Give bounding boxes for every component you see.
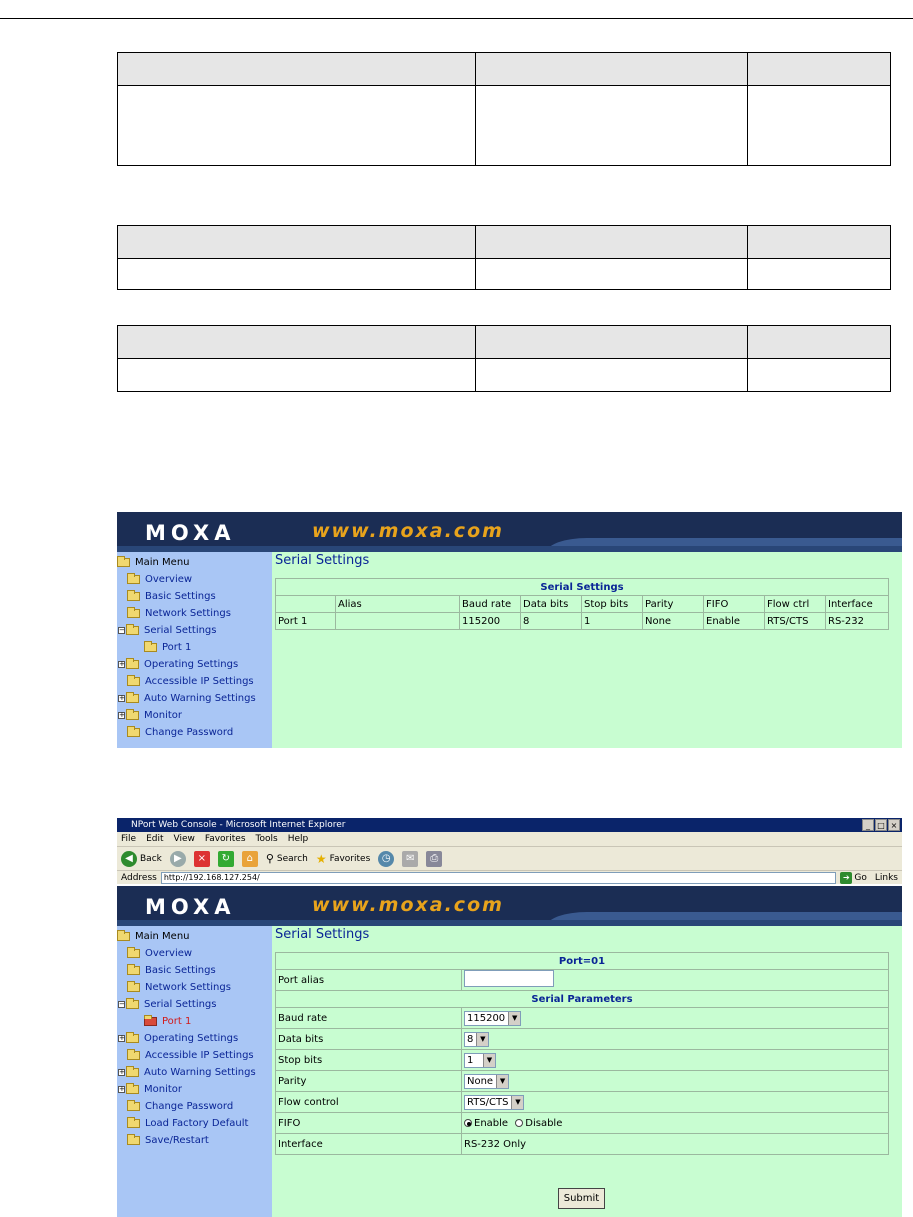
console-screen-1	[117, 512, 902, 748]
folder-icon	[127, 949, 140, 958]
moxa-url[interactable]: www.moxa.com	[312, 894, 504, 916]
folder-icon	[127, 728, 140, 737]
links-button[interactable]: Links	[874, 872, 898, 883]
history-icon[interactable]: ◷	[378, 851, 394, 867]
expand-icon[interactable]: +	[119, 694, 125, 702]
expand-icon[interactable]: +	[119, 1085, 125, 1093]
folder-icon	[126, 1085, 139, 1094]
interface-value: RS-232 Only	[462, 1134, 889, 1155]
data-bits-select[interactable]: 8 ▼	[464, 1032, 489, 1047]
port-alias-input[interactable]	[464, 970, 554, 987]
menu-file[interactable]: File	[121, 834, 137, 844]
content-pane	[272, 926, 902, 1217]
moxa-logo: MOXA	[145, 895, 236, 919]
go-button[interactable]: ➔ Go	[840, 872, 866, 884]
table-header-row: Alias Baud rate Data bits Stop bits Parity FIFO Flow ctrl Interface	[276, 596, 889, 613]
tree-item-basic-settings[interactable]: Basic Settings	[117, 588, 272, 605]
radio-checked-icon	[464, 1119, 472, 1127]
tree-item-monitor[interactable]: + Monitor	[119, 710, 183, 721]
close-icon[interactable]: ×	[888, 819, 900, 831]
folder-icon	[126, 694, 139, 703]
refresh-icon[interactable]: ↻	[218, 851, 234, 867]
open-folder-icon	[144, 1017, 157, 1026]
menu-tools[interactable]: Tools	[255, 834, 278, 844]
back-icon: ◀	[121, 851, 137, 867]
stop-icon[interactable]: ×	[194, 851, 210, 867]
window-titlebar[interactable]	[117, 818, 902, 832]
submit-button[interactable]: Submit	[558, 1188, 605, 1209]
tree-root[interactable]: Main Menu	[117, 554, 272, 571]
tree-item-save-restart[interactable]: Save/Restart	[117, 1132, 272, 1149]
tree-item-serial-settings[interactable]: − Serial Settings	[119, 625, 217, 636]
folder-icon	[127, 609, 140, 618]
folder-icon	[126, 711, 139, 720]
folder-icon	[127, 592, 140, 601]
flow-control-select[interactable]: RTS/CTS ▼	[464, 1095, 524, 1110]
parity-select[interactable]: None ▼	[464, 1074, 509, 1089]
tree-item-serial-settings[interactable]: − Serial Settings	[119, 999, 217, 1010]
content-pane	[272, 552, 902, 748]
moxa-logo: MOXA	[145, 521, 236, 545]
tree-item-network-settings[interactable]: Network Settings	[117, 979, 272, 996]
baud-rate-select[interactable]: 115200 ▼	[464, 1011, 521, 1026]
collapse-icon[interactable]: −	[119, 1000, 125, 1008]
folder-icon	[117, 558, 130, 567]
serial-settings-table	[275, 578, 889, 630]
tree-item-monitor[interactable]: + Monitor	[119, 1084, 183, 1095]
tree-item-load-factory-default[interactable]: Load Factory Default	[117, 1115, 272, 1132]
tree-item-overview[interactable]: Overview	[117, 571, 272, 588]
tree-item-change-password[interactable]: Change Password	[117, 724, 272, 741]
folder-icon	[126, 660, 139, 669]
folder-icon	[127, 1119, 140, 1128]
tree-item-overview[interactable]: Overview	[117, 945, 272, 962]
ie-window	[117, 818, 902, 884]
moxa-banner	[117, 512, 902, 552]
folder-icon	[127, 1102, 140, 1111]
minimize-icon[interactable]: _	[862, 819, 874, 831]
tree-item-operating-settings[interactable]: + Operating Settings	[119, 659, 239, 670]
folder-icon	[127, 677, 140, 686]
tree-item-network-settings[interactable]: Network Settings	[117, 605, 272, 622]
favorites-button[interactable]: ★ Favorites	[315, 851, 371, 866]
page-title: Serial Settings	[275, 553, 370, 568]
folder-icon	[144, 643, 157, 652]
tree-item-accessible-ip[interactable]: Accessible IP Settings	[117, 673, 272, 690]
table-title: Serial Settings	[276, 579, 889, 596]
home-icon[interactable]: ⌂	[242, 851, 258, 867]
menu-view[interactable]: View	[173, 834, 195, 844]
fifo-enable-radio[interactable]: Enable	[464, 1118, 508, 1129]
moxa-banner	[117, 886, 902, 926]
expand-icon[interactable]: +	[119, 1034, 125, 1042]
expand-icon[interactable]: +	[119, 1068, 125, 1076]
dropdown-arrow-icon: ▼	[476, 1033, 488, 1046]
dropdown-arrow-icon: ▼	[511, 1096, 523, 1109]
folder-icon	[126, 626, 139, 635]
address-bar: Address http://192.168.127.254/ ➔ Go Links	[117, 870, 902, 884]
expand-icon[interactable]: +	[119, 660, 125, 668]
dropdown-arrow-icon: ▼	[496, 1075, 508, 1088]
doc-table-3	[117, 325, 891, 392]
fifo-disable-radio[interactable]: Disable	[515, 1118, 562, 1129]
star-icon: ★	[315, 851, 327, 866]
folder-icon	[117, 932, 130, 941]
page-top-rule	[0, 18, 913, 19]
tree-root[interactable]: Main Menu	[117, 928, 272, 945]
folder-icon	[127, 1136, 140, 1145]
console-screen-2	[117, 886, 902, 1217]
tree-item-auto-warning[interactable]: + Auto Warning Settings	[119, 693, 256, 704]
main-menu-tree	[117, 552, 272, 748]
port-settings-form: Port=01 Port alias Serial Parameters Baud rate 115200 ▼ Data bits 8 ▼ Stop bits 1 ▼ Parity None ▼ Flow control RTS/CTS ▼ FIFO Enable Disable Interface RS-232 Only	[275, 952, 889, 1155]
collapse-icon[interactable]: −	[119, 626, 125, 634]
window-title: NPort Web Console - Microsoft Internet Explorer	[131, 820, 346, 830]
main-menu-tree	[117, 926, 272, 1217]
folder-icon	[127, 983, 140, 992]
doc-table-2	[117, 225, 891, 290]
tree-item-operating-settings[interactable]: + Operating Settings	[119, 1033, 239, 1044]
tree-item-port-1[interactable]: Port 1	[117, 1013, 272, 1030]
table-row[interactable]: Port 1 115200 8 1 None Enable RTS/CTS RS-232	[276, 613, 889, 630]
back-button[interactable]: ◀ Back	[121, 851, 162, 867]
folder-icon	[126, 1034, 139, 1043]
tree-item-basic-settings[interactable]: Basic Settings	[117, 962, 272, 979]
menu-favorites[interactable]: Favorites	[204, 834, 246, 844]
tree-item-port-1[interactable]: Port 1	[117, 639, 272, 656]
doc-table-1	[117, 52, 891, 166]
dropdown-arrow-icon: ▼	[508, 1012, 520, 1025]
stop-bits-select[interactable]: 1 ▼	[464, 1053, 496, 1068]
search-icon: ⚲	[265, 852, 274, 865]
expand-icon[interactable]: +	[119, 711, 125, 719]
port-header: Port=01	[276, 953, 889, 970]
menu-bar	[117, 832, 902, 846]
search-button[interactable]: ⚲ Search	[265, 852, 308, 865]
folder-icon	[127, 575, 140, 584]
toolbar	[117, 846, 902, 870]
forward-icon[interactable]: ▶	[170, 851, 186, 867]
folder-icon	[127, 966, 140, 975]
tree-item-auto-warning[interactable]: + Auto Warning Settings	[119, 1067, 256, 1078]
moxa-url[interactable]: www.moxa.com	[312, 520, 504, 542]
menu-edit[interactable]: Edit	[146, 834, 164, 844]
print-icon[interactable]: ⎙	[426, 851, 442, 867]
address-input[interactable]: http://192.168.127.254/	[161, 872, 837, 884]
folder-icon	[126, 1000, 139, 1009]
tree-item-accessible-ip[interactable]: Accessible IP Settings	[117, 1047, 272, 1064]
menu-help[interactable]: Help	[287, 834, 309, 844]
tree-item-change-password[interactable]: Change Password	[117, 1098, 272, 1115]
go-arrow-icon: ➔	[840, 872, 852, 884]
params-header: Serial Parameters	[276, 991, 889, 1008]
folder-icon	[126, 1068, 139, 1077]
dropdown-arrow-icon: ▼	[483, 1054, 495, 1067]
radio-icon	[515, 1119, 523, 1127]
mail-icon[interactable]: ✉	[402, 851, 418, 867]
folder-icon	[127, 1051, 140, 1060]
page-title: Serial Settings	[275, 927, 370, 942]
maximize-icon[interactable]: □	[875, 819, 887, 831]
